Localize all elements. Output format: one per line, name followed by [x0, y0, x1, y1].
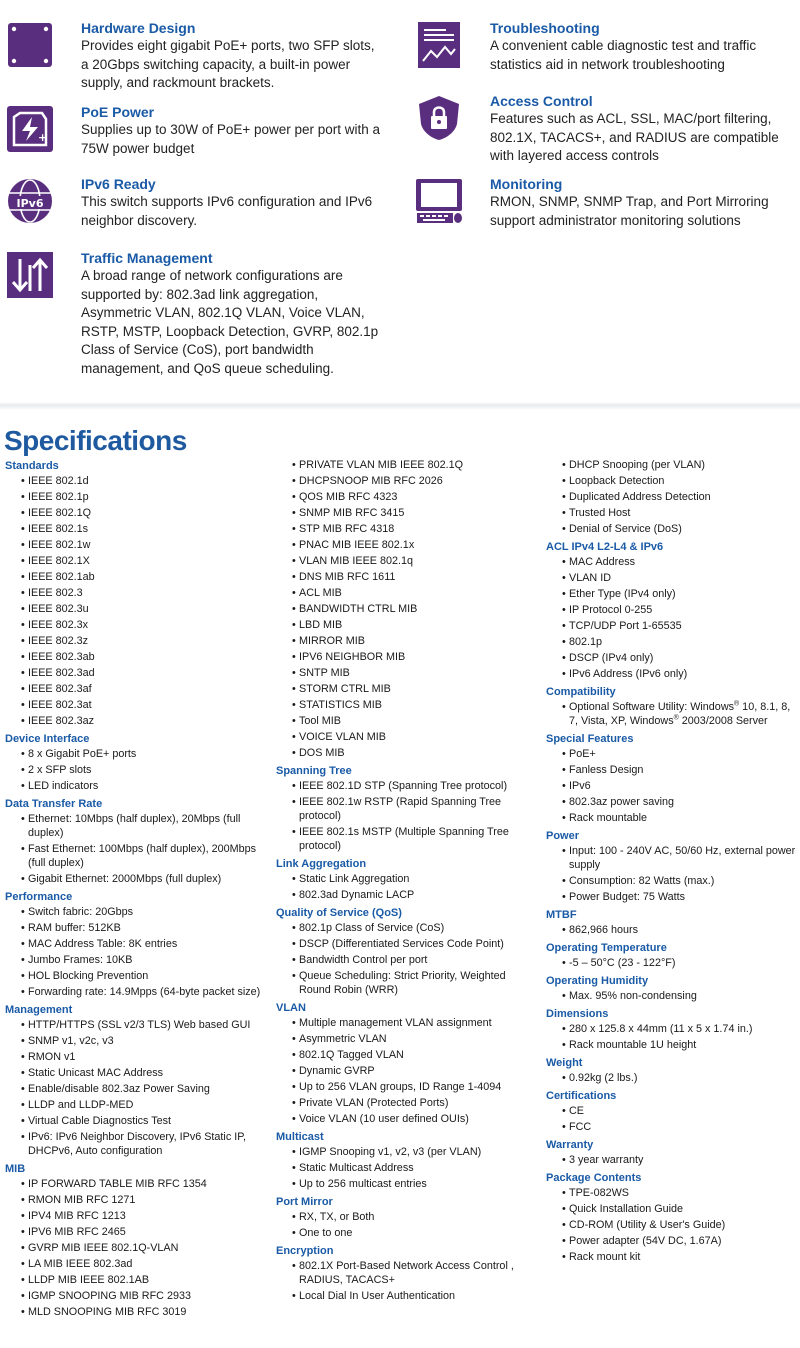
list-item: • Ether Type (IPv4 only)	[546, 587, 796, 601]
list-item: • IPv6	[546, 779, 796, 793]
feature-title: IPv6 Ready	[81, 176, 156, 192]
list-item: • Enable/disable 802.3az Power Saving	[5, 1082, 267, 1096]
spec-heading: Certifications	[546, 1090, 617, 1102]
list-item: • LLDP MIB IEEE 802.1AB	[5, 1273, 267, 1287]
spec-heading: Special Features	[546, 733, 634, 745]
list-item: • IEEE 802.3af	[5, 682, 267, 696]
list-item: • Up to 256 VLAN groups, ID Range 1-4094	[276, 1080, 538, 1094]
list-item: • IPV4 MIB RFC 1213	[5, 1209, 267, 1223]
registered-mark: ®	[673, 714, 679, 722]
list-item: • 280 x 125.8 x 44mm (11 x 5 x 1.74 in.)	[546, 1022, 796, 1036]
list-item: • 862,966 hours	[546, 923, 796, 937]
list-item: • RAM buffer: 512KB	[5, 921, 267, 935]
list-item: • Duplicated Address Detection	[546, 490, 796, 504]
list-item: • HTTP/HTTPS (SSL v2/3 TLS) Web based GUI	[5, 1018, 267, 1032]
list-item: • IEEE 802.1X	[5, 554, 267, 568]
list-item: • Gigabit Ethernet: 2000Mbps (full duplex)	[5, 872, 267, 886]
spec-heading: Management	[5, 1004, 73, 1016]
feature-title: Traffic Management	[81, 250, 213, 266]
list-item: • 802.1Q Tagged VLAN	[276, 1048, 538, 1062]
list-item: • LLDP and LLDP-MED	[5, 1098, 267, 1112]
list-item: • IEEE 802.1w	[5, 538, 267, 552]
list-item: • Jumbo Frames: 10KB	[5, 953, 267, 967]
list-item: • DSCP (IPv4 only)	[546, 651, 796, 665]
list-item: • Denial of Service (DoS)	[546, 522, 796, 536]
list-item: • DOS MIB	[276, 746, 538, 760]
specifications-title: Specifications	[4, 425, 187, 456]
spec-list	[276, 1259, 538, 1303]
feature-description: A convenient cable diagnostic test and traffic statistics aid in network troubleshooting	[490, 38, 757, 72]
list-item: • IEEE 802.3z	[5, 634, 267, 648]
list-item: • STP MIB RFC 4318	[276, 522, 538, 536]
feature-title: Hardware Design	[81, 20, 196, 36]
list-item: • IEEE 802.1s	[5, 522, 267, 536]
spec-list	[276, 779, 538, 853]
list-item: • PoE+	[546, 747, 796, 761]
list-item: • DHCPSNOOP MIB RFC 2026	[276, 474, 538, 488]
spec-heading: Link Aggregation	[276, 858, 367, 870]
spec-list	[546, 956, 796, 970]
list-item: • Multiple management VLAN assignment	[276, 1016, 538, 1030]
spec-heading: Warranty	[546, 1139, 594, 1151]
spec-heading: Performance	[5, 891, 73, 903]
registered-mark: ®	[734, 700, 740, 708]
list-item: • Power adapter (54V DC, 1.67A)	[546, 1234, 796, 1248]
list-item: • IGMP Snooping v1, v2, v3 (per VLAN)	[276, 1145, 538, 1159]
list-item: • DNS MIB RFC 1611	[276, 570, 538, 584]
list-item: • Ethernet: 10Mbps (half duplex), 20Mbps (full duplex)	[5, 812, 267, 840]
list-item: • SNMP v1, v2c, v3	[5, 1034, 267, 1048]
list-item: • LBD MIB	[276, 618, 538, 632]
list-item: • ACL MIB	[276, 586, 538, 600]
spec-heading: MTBF	[546, 909, 577, 921]
list-item: • Virtual Cable Diagnostics Test	[5, 1114, 267, 1128]
spec-column-2	[276, 458, 538, 1305]
list-item: • IPV6 NEIGHBOR MIB	[276, 650, 538, 664]
spec-list	[546, 555, 796, 681]
feature-title: Access Control	[490, 93, 593, 109]
spec-list	[5, 905, 267, 999]
ipv6-globe-icon	[6, 177, 54, 225]
list-item	[546, 700, 796, 728]
list-item: • SNMP MIB RFC 3415	[276, 506, 538, 520]
list-item: • Fast Ethernet: 100Mbps (half duplex), 200Mbps (full duplex)	[5, 842, 267, 870]
list-item: • IP Protocol 0-255	[546, 603, 796, 617]
list-item: • IEEE 802.3x	[5, 618, 267, 632]
feature-title: PoE Power	[81, 104, 155, 120]
list-item: • MLD SNOOPING MIB RFC 3019	[5, 1305, 267, 1319]
spec-heading: Operating Temperature	[546, 942, 667, 954]
spec-list	[546, 1022, 796, 1052]
list-item: • IGMP SNOOPING MIB RFC 2933	[5, 1289, 267, 1303]
spec-list	[546, 989, 796, 1003]
list-item: • Fanless Design	[546, 763, 796, 777]
list-item: • Loopback Detection	[546, 474, 796, 488]
feature-description: This switch supports IPv6 configuration and IPv6 neighbor discovery.	[81, 194, 373, 228]
list-item: • IEEE 802.3az	[5, 714, 267, 728]
spec-heading: Data Transfer Rate	[5, 798, 103, 810]
spec-heading: ACL IPv4 L2-L4 & IPv6	[546, 541, 664, 553]
spec-list	[5, 747, 267, 793]
monitor-computer-icon	[415, 177, 463, 225]
feature-description: Supplies up to 30W of PoE+ power per port with a 75W power budget	[81, 122, 381, 156]
spec-list	[546, 844, 796, 904]
list-item: • 0.92kg (2 lbs.)	[546, 1071, 796, 1085]
list-item: • Trusted Host	[546, 506, 796, 520]
spec-list	[276, 921, 538, 997]
spec-list	[5, 812, 267, 886]
spec-heading: Package Contents	[546, 1172, 642, 1184]
list-item: • 802.3ad Dynamic LACP	[276, 888, 538, 902]
spec-heading: VLAN	[276, 1002, 306, 1014]
list-item: • LED indicators	[5, 779, 267, 793]
list-item: • CE	[546, 1104, 796, 1118]
list-item: • -5 – 50°C (23 - 122°F)	[546, 956, 796, 970]
spec-list	[276, 1145, 538, 1191]
troubleshooting-chart-icon	[415, 21, 463, 69]
list-item: • MAC Address	[546, 555, 796, 569]
feature-title: Monitoring	[490, 176, 563, 192]
list-item: • 802.1p Class of Service (CoS)	[276, 921, 538, 935]
spec-heading: Port Mirror	[276, 1196, 333, 1208]
list-item: • IEEE 802.1p	[5, 490, 267, 504]
spec-heading: Dimensions	[546, 1008, 609, 1020]
spec-heading: Power	[546, 830, 580, 842]
list-item: • Quick Installation Guide	[546, 1202, 796, 1216]
feature-description: RMON, SNMP, SNMP Trap, and Port Mirroring support administrator monitoring solutions	[490, 194, 769, 228]
ipv6-icon-label: IPv6	[16, 197, 44, 210]
compat-text: 10, 8.1, 8, 7, Vista, XP, Windows	[569, 701, 791, 727]
list-item: • IEEE 802.1s MSTP (Multiple Spanning Tree protocol)	[276, 825, 538, 853]
list-item: • Asymmetric VLAN	[276, 1032, 538, 1046]
list-item: • RMON v1	[5, 1050, 267, 1064]
list-item: • PRIVATE VLAN MIB IEEE 802.1Q	[276, 458, 538, 472]
list-item: • Static Link Aggregation	[276, 872, 538, 886]
list-item: • RX, TX, or Both	[276, 1210, 538, 1224]
spec-list	[276, 1016, 538, 1126]
list-item: • One to one	[276, 1226, 538, 1240]
compat-text: 2003/2008 Server	[678, 715, 768, 727]
list-item: • Local Dial In User Authentication	[276, 1289, 538, 1303]
spec-list	[276, 1210, 538, 1240]
list-item: • IEEE 802.3at	[5, 698, 267, 712]
hardware-board-icon	[6, 21, 54, 69]
list-item: • Private VLAN (Protected Ports)	[276, 1096, 538, 1110]
compat-text: Optional Software Utility: Windows	[569, 701, 735, 713]
features-section	[0, 0, 800, 404]
spec-list	[276, 872, 538, 902]
list-item: • SNTP MIB	[276, 666, 538, 680]
list-item: • QOS MIB RFC 4323	[276, 490, 538, 504]
list-item: • Switch fabric: 20Gbps	[5, 905, 267, 919]
list-item: • FCC	[546, 1120, 796, 1134]
spec-list	[5, 474, 267, 728]
spec-heading: Compatibility	[546, 686, 616, 698]
list-item: • Forwarding rate: 14.9Mpps (64-byte packet size)	[5, 985, 267, 999]
list-item: • Tool MIB	[276, 714, 538, 728]
feature-description: A broad range of network configurations are supported by: 802.3ad link aggregation, Asymmetric VLAN, 802.1Q VLAN, Voice VLAN, RSTP, MSTP, Loopback Detection, GVRP, 802.1p Class of Service (CoS), port bandwidth management, and QoS queue scheduling.	[81, 268, 379, 376]
spec-heading: Spanning Tree	[276, 765, 352, 777]
list-item: • STATISTICS MIB	[276, 698, 538, 712]
spec-heading: Standards	[5, 460, 59, 472]
spec-list	[546, 458, 796, 536]
list-item: • IEEE 802.1ab	[5, 570, 267, 584]
spec-list	[546, 1071, 796, 1085]
spec-heading: Multicast	[276, 1131, 324, 1143]
spec-list	[546, 1153, 796, 1167]
list-item: • 3 year warranty	[546, 1153, 796, 1167]
list-item: • Consumption: 82 Watts (max.)	[546, 874, 796, 888]
list-item: • DHCP Snooping (per VLAN)	[546, 458, 796, 472]
list-item: • IEEE 802.3ad	[5, 666, 267, 680]
svg-text:+: +	[38, 131, 48, 144]
spec-list	[546, 1104, 796, 1134]
list-item: • IPV6 MIB RFC 2465	[5, 1225, 267, 1239]
list-item: • IP FORWARD TABLE MIB RFC 1354	[5, 1177, 267, 1191]
spec-list	[5, 1018, 267, 1158]
list-item: • GVRP MIB IEEE 802.1Q-VLAN	[5, 1241, 267, 1255]
list-item: • Static Unicast MAC Address	[5, 1066, 267, 1080]
spec-heading: MIB	[5, 1163, 26, 1175]
list-item: • Bandwidth Control per port	[276, 953, 538, 967]
traffic-arrows-icon	[6, 251, 54, 299]
list-item: • HOL Blocking Prevention	[5, 969, 267, 983]
spec-heading: Operating Humidity	[546, 975, 649, 987]
spec-heading: Weight	[546, 1057, 583, 1069]
list-item: • Rack mountable 1U height	[546, 1038, 796, 1052]
list-item: • VOICE VLAN MIB	[276, 730, 538, 744]
list-item: • IEEE 802.3	[5, 586, 267, 600]
list-item: • TCP/UDP Port 1-65535	[546, 619, 796, 633]
list-item: • Power Budget: 75 Watts	[546, 890, 796, 904]
list-item: • 802.1p	[546, 635, 796, 649]
list-item: • TPE-082WS	[546, 1186, 796, 1200]
list-item: • IEEE 802.1d	[5, 474, 267, 488]
spec-list	[546, 923, 796, 937]
list-item: • Queue Scheduling: Strict Priority, Weighted Round Robin (WRR)	[276, 969, 538, 997]
spec-column-3	[546, 458, 796, 1266]
spec-heading: Encryption	[276, 1245, 334, 1257]
list-item: • 8 x Gigabit PoE+ ports	[5, 747, 267, 761]
list-item: • MAC Address Table: 8K entries	[5, 937, 267, 951]
list-item: • Voice VLAN (10 user defined OUIs)	[276, 1112, 538, 1126]
list-item: • IEEE 802.1w RSTP (Rapid Spanning Tree protocol)	[276, 795, 538, 823]
list-item: • RMON MIB RFC 1271	[5, 1193, 267, 1207]
list-item: • IEEE 802.1Q	[5, 506, 267, 520]
list-item: • 2 x SFP slots	[5, 763, 267, 777]
list-item: • STORM CTRL MIB	[276, 682, 538, 696]
feature-description: Features such as ACL, SSL, MAC/port filtering, 802.1X, TACACS+, and RADIUS are compatible with layered access controls	[490, 111, 779, 164]
list-item: • CD-ROM (Utility & User's Guide)	[546, 1218, 796, 1232]
spec-list	[546, 747, 796, 825]
section-divider	[0, 402, 800, 410]
list-item: • Input: 100 - 240V AC, 50/60 Hz, external power supply	[546, 844, 796, 872]
poe-power-icon	[6, 105, 54, 153]
list-item: • IPv6: IPv6 Neighbor Discovery, IPv6 Static IP, DHCPv6, Auto configuration	[5, 1130, 267, 1158]
list-item: • IEEE 802.3u	[5, 602, 267, 616]
list-item: • IEEE 802.3ab	[5, 650, 267, 664]
list-item: • IPv6 Address (IPv6 only)	[546, 667, 796, 681]
list-item: • 802.1X Port-Based Network Access Control , RADIUS, TACACS+	[276, 1259, 538, 1287]
list-item: • MIRROR MIB	[276, 634, 538, 648]
spec-heading: Device Interface	[5, 733, 90, 745]
list-item: • Up to 256 multicast entries	[276, 1177, 538, 1191]
list-item: • Max. 95% non-condensing	[546, 989, 796, 1003]
spec-heading: Quality of Service (QoS)	[276, 907, 402, 919]
list-item: • BANDWIDTH CTRL MIB	[276, 602, 538, 616]
spec-list	[5, 1177, 267, 1319]
spec-list	[546, 700, 796, 728]
feature-title: Troubleshooting	[490, 20, 600, 36]
list-item: • PNAC MIB IEEE 802.1x	[276, 538, 538, 552]
list-item: • 802.3az power saving	[546, 795, 796, 809]
list-item: • Rack mountable	[546, 811, 796, 825]
spec-list	[546, 1186, 796, 1264]
list-item: • Rack mount kit	[546, 1250, 796, 1264]
list-item: • IEEE 802.1D STP (Spanning Tree protocol)	[276, 779, 538, 793]
list-item: • LA MIB IEEE 802.3ad	[5, 1257, 267, 1271]
list-item: • VLAN ID	[546, 571, 796, 585]
list-item: • DSCP (Differentiated Services Code Point)	[276, 937, 538, 951]
spec-list	[276, 458, 538, 760]
spec-column-1	[5, 458, 267, 1321]
lock-shield-icon	[415, 94, 463, 142]
feature-description: Provides eight gigabit PoE+ ports, two SFP slots, a 20Gbps switching capacity, a built-in power supply, and rackmount brackets.	[81, 38, 375, 91]
list-item: • VLAN MIB IEEE 802.1q	[276, 554, 538, 568]
list-item: • Dynamic GVRP	[276, 1064, 538, 1078]
list-item: • Static Multicast Address	[276, 1161, 538, 1175]
